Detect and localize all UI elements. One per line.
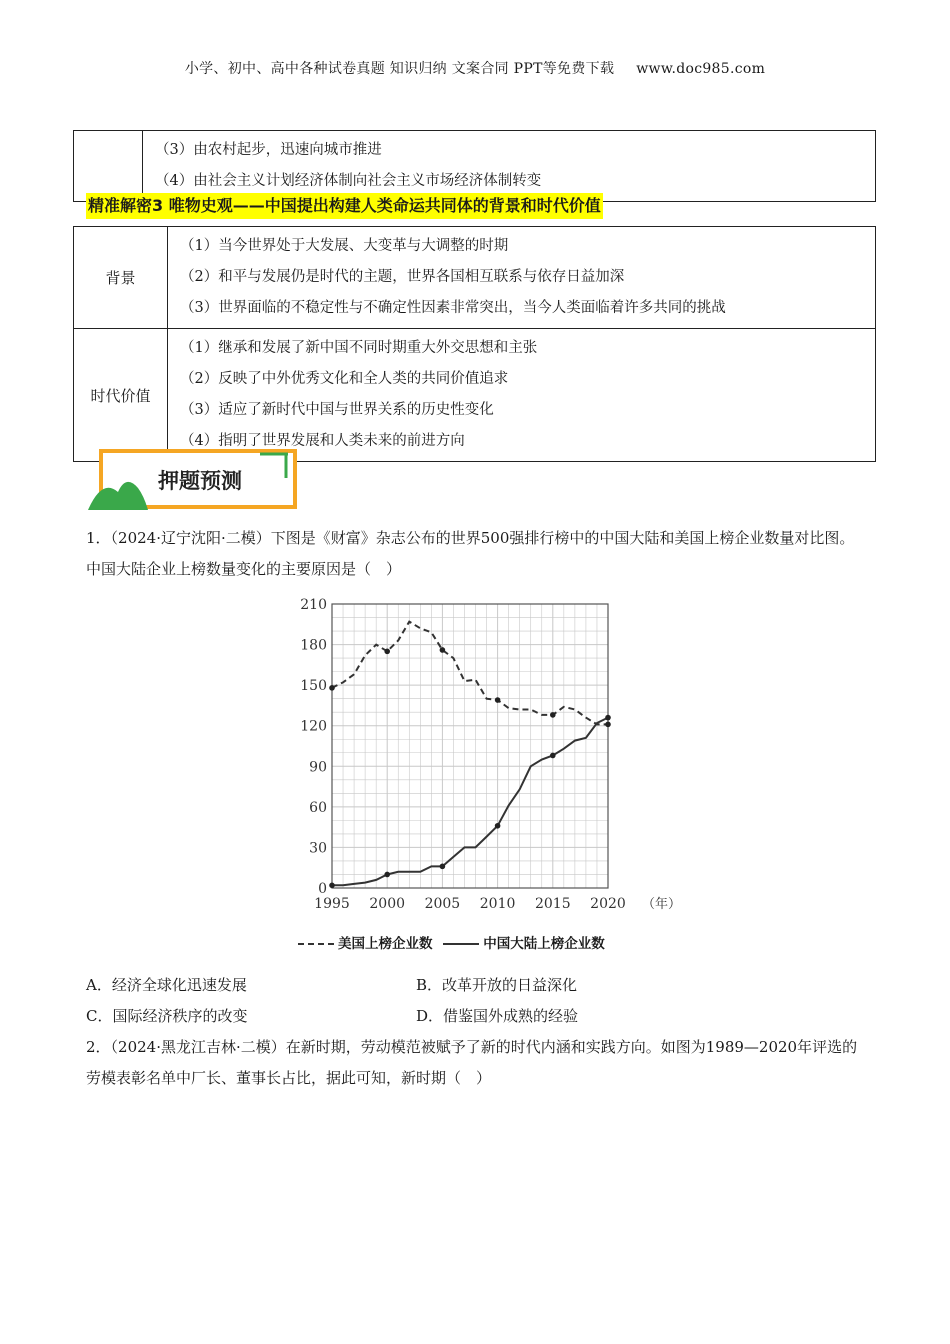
data-point <box>550 753 556 759</box>
table-item: （1）继承和发展了新中国不同时期重大外交思想和主张 <box>180 340 538 356</box>
question-1-stem: 1．（2024·辽宁沈阳·二模）下图是《财富》杂志公布的世界500强排行榜中的中国大陆和美国上榜企业数量对比图。中国大陆企业上榜数量变化的主要原因是（ ） <box>86 529 855 578</box>
section-title: 精准解密3 唯物史观——中国提出构建人类命运共同体的背景和时代价值 <box>86 193 603 219</box>
row-label-background: 背景 <box>74 227 168 329</box>
y-tick-label: 120 <box>300 718 327 735</box>
x-tick-label: 2015 <box>534 896 571 912</box>
data-point <box>329 685 335 691</box>
table-items-cell <box>168 227 876 329</box>
y-tick-label: 90 <box>309 759 327 776</box>
chart-legend <box>298 932 605 952</box>
page-header <box>0 58 950 78</box>
knowledge-table-1 <box>73 130 876 202</box>
prediction-badge <box>88 448 300 514</box>
table-items-cell <box>168 329 876 462</box>
table-item: （4）指明了世界发展和人类未来的前进方向 <box>180 433 465 449</box>
data-point <box>605 715 611 721</box>
legend-label-china: 中国大陆上榜企业数 <box>483 936 605 952</box>
y-tick-label: 0 <box>318 881 327 897</box>
option-d: D．借鉴国外成熟的经验 <box>416 1007 579 1025</box>
data-point <box>384 649 390 655</box>
data-point <box>495 823 501 829</box>
option-a: A．经济全球化迅速发展 <box>86 976 247 994</box>
data-point <box>495 697 501 703</box>
table-label-empty <box>74 131 143 202</box>
x-tick-label: 2020 <box>590 896 626 912</box>
table-item: （1）当今世界处于大发展、大变革与大调整的时期 <box>180 238 509 254</box>
table-item: （2）反映了中外优秀文化和全人类的共同价值追求 <box>180 371 509 387</box>
table-item: （3）由农村起步，迅速向城市推进 <box>155 142 382 158</box>
header-text: 小学、初中、高中各种试卷真题 知识归纳 文案合同 PPT等免费下载 <box>184 61 615 77</box>
table-item: （4）由社会主义计划经济体制向社会主义市场经济体制转变 <box>155 173 542 189</box>
table-item: （3）适应了新时代中国与世界关系的历史性变化 <box>180 402 494 418</box>
y-tick-label: 180 <box>300 637 327 654</box>
option-b: B．改革开放的日益深化 <box>416 976 578 994</box>
legend-label-us: 美国上榜企业数 <box>338 936 433 952</box>
data-point <box>550 712 556 718</box>
badge-text: 押题预测 <box>158 469 242 493</box>
enterprise-count-chart <box>288 588 688 918</box>
x-tick-label: 1995 <box>314 896 350 912</box>
row-label-value: 时代价值 <box>74 329 168 462</box>
question-2-stem: 2．（2024·黑龙江吉林·二模）在新时期，劳动模范被赋予了新的时代内涵和实践方向。如图为1989—2020年评选的劳模表彰名单中厂长、董事长占比，据此可知，新时期（ ） <box>86 1038 858 1087</box>
option-c: C．国际经济秩序的改变 <box>86 1007 248 1025</box>
knowledge-table-2 <box>73 226 876 462</box>
x-tick-label: 2000 <box>369 896 406 912</box>
china-series-line <box>332 718 608 886</box>
y-tick-label: 150 <box>300 678 327 695</box>
data-point <box>440 647 446 653</box>
header-site[interactable]: www.doc985.com <box>636 61 766 77</box>
legend-solid-swatch <box>443 943 479 945</box>
data-point <box>605 722 611 728</box>
data-point <box>384 872 390 878</box>
y-tick-label: 60 <box>309 799 327 816</box>
table-item: （3）世界面临的不稳定性与不确定性因素非常突出，当今人类面临着许多共同的挑战 <box>180 300 726 316</box>
data-point <box>329 882 335 888</box>
data-point <box>440 864 446 870</box>
table-item: （2）和平与发展仍是时代的主题，世界各国相互联系与依存日益加深 <box>180 269 625 285</box>
x-axis-label: （年） <box>642 897 682 912</box>
y-tick-label: 30 <box>309 840 327 857</box>
legend-dashed-swatch <box>298 943 334 945</box>
x-tick-label: 2005 <box>424 896 461 912</box>
y-tick-label: 210 <box>300 597 327 613</box>
table-items-cell <box>143 131 876 202</box>
us-series-line <box>332 622 608 725</box>
x-tick-label: 2010 <box>479 896 516 912</box>
